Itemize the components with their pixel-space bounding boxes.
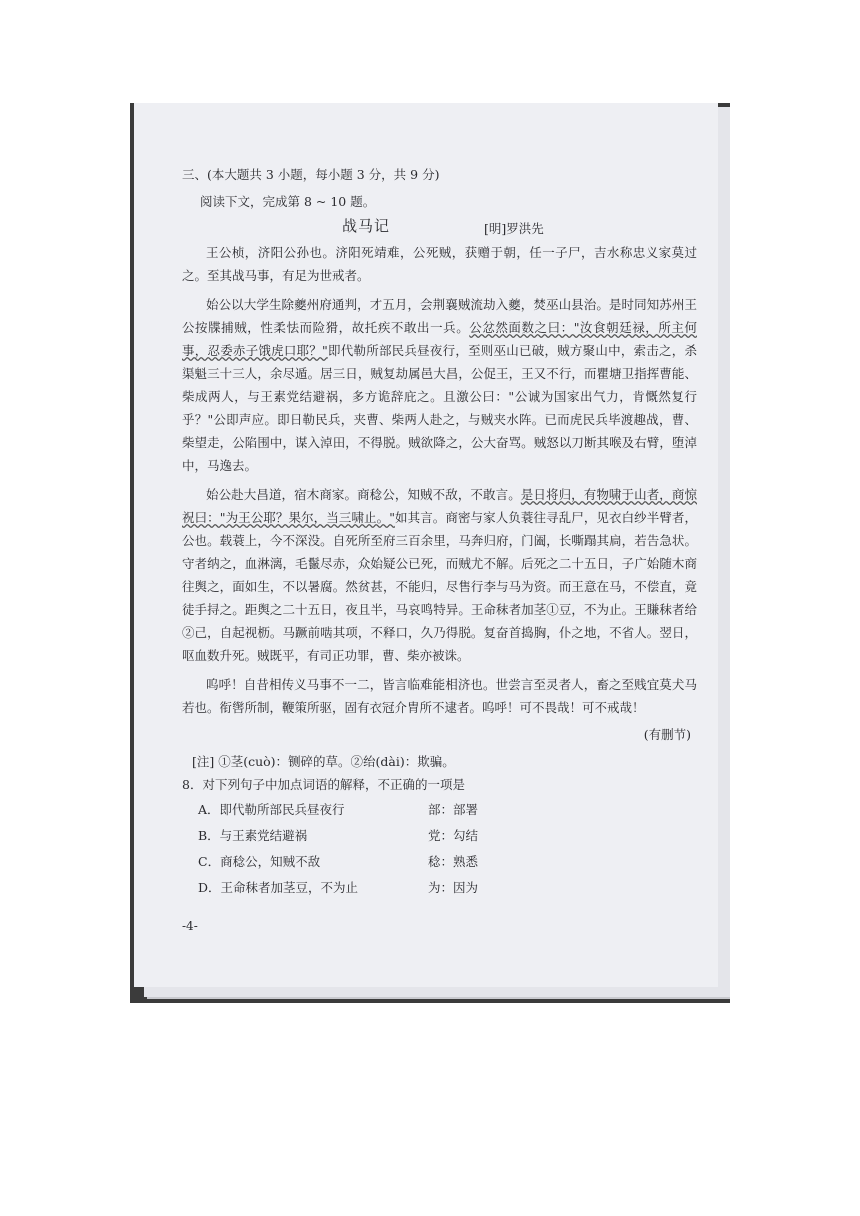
page-content <box>182 163 697 900</box>
article-title-row <box>182 215 697 241</box>
option-gloss: 部：部署 <box>428 802 479 817</box>
option-c <box>182 848 697 874</box>
document-photo <box>130 103 730 1003</box>
option-text: C．商稔公，知贼不敌 <box>198 854 321 869</box>
underlined-sentence: 是日将归，有物啸于山者，商惊祝曰："为王公耶？果尔，当三啸止。" <box>182 487 697 525</box>
option-a <box>182 796 697 822</box>
option-d <box>182 874 697 900</box>
option-gloss: 党：勾结 <box>428 828 479 843</box>
option-text: D．王命秣者加茎豆，不为止 <box>198 880 359 895</box>
question-stem: 8．对下列句子中加点词语的解释，不正确的一项是 <box>182 777 465 792</box>
section-instruction: 阅读下文，完成第 8 ~ 10 题。 <box>200 194 376 209</box>
underlined-sentence: 公忿然面数之曰："汝食朝廷禄，所主何事，忍委赤子饿虎口耶？" <box>182 320 697 358</box>
footnote: [注] ①茎(cuò)：铡碎的草。②绐(dài)：欺骗。 <box>192 754 455 769</box>
paragraph-4: 呜呼！自昔相传义马事不一二，皆言临难能相济也。世尝言至灵者人，畜之至贱宜莫犬马若也。衔辔所制，鞭策所驱，固有衣冠介胄所不逮者。呜呼！可不畏哉！可不戒哉！ <box>182 677 697 715</box>
option-b <box>182 822 697 848</box>
section-header: 三、(本大题共 3 小题，每小题 3 分，共 9 分) <box>182 167 440 182</box>
article-title: 战马记 <box>342 217 391 235</box>
paragraph-1: 王公桢，济阳公孙也。济阳死靖难，公死贼，获赠于朝，任一子尸，吉水称忠义家莫过之。至其战马事，有足为世戒者。 <box>182 245 697 283</box>
option-gloss: 稔：熟悉 <box>428 854 479 869</box>
exam-page <box>134 103 718 987</box>
abridged-mark: (有删节) <box>643 727 691 742</box>
paragraph-3: 始公赴大昌道，宿木商家。商稔公，知贼不敌，不敢言。是日将归，有物啸于山者，商惊祝曰："为王公耶？果尔，当三啸止。"如其言。商密与家人负蓑往寻乱尸，见衣白纱半臂者，公也。载蓑上，今不深没。自死所至府三百余里，马奔归府，门阖，长嘶蹋其扃，若告急状。守者纳之，血淋漓，毛鬣尽赤，众始疑公已死，而贼尤不解。后死之二十五日，子广始随木商往舆之，面如生，不以暑腐。然贫甚，不能归，尽售行李与马为资。而王意在马，不偿直，竟徒手挦之。距舆之二十五日，夜且半，马哀鸣特异。王命秣者加茎①豆，不为止。王賺秣者给②己，自起视枥。马蹶前啮其项，不释口，久乃得脱。复奋首捣胸，仆之地，不省人。翌日，呕血数升死。贼既平，有司正功罪，曹、柴亦被诛。 <box>182 487 697 663</box>
option-text: A．即代勒所部民兵昼夜行 <box>198 802 345 817</box>
article-author: [明]罗洪先 <box>484 221 544 236</box>
page-number: -4- <box>182 919 198 933</box>
option-text: B．与王素党结避祸 <box>198 828 308 843</box>
option-gloss: 为：因为 <box>428 880 479 895</box>
paragraph-2: 始公以大学生除夔州府通判，才五月，会荆襄贼流劫入夔，焚巫山县治。是时同知苏州王公按牒捕贼，性柔怯而险猾，故托疾不敢出一兵。公忿然面数之曰："汝食朝廷禄，所主何事，忍委赤子饿虎口耶？"即代勒所部民兵昼夜行，至则巫山已破，贼方聚山中，索击之，杀渠魁三十三人，余尽遁。居三日，贼复劫属邑大昌，公促王，王又不行，而瞿塘卫指挥曹能、柴成两人，与王素党结避祸，多方诡辞庇之。且激公曰："公诚为国家出气力，肯慨然复行乎？"公即声应。即日勒民兵，夹曹、柴两人赴之，与贼夹水阵。已而虎民兵毕渡趣战，曹、柴望走，公陷围中，谋入淖田，不得脱。贼欲降之，公大奋骂。贼怒以刀断其喉及右臂，堕淖中，马逸去。 <box>182 297 697 473</box>
